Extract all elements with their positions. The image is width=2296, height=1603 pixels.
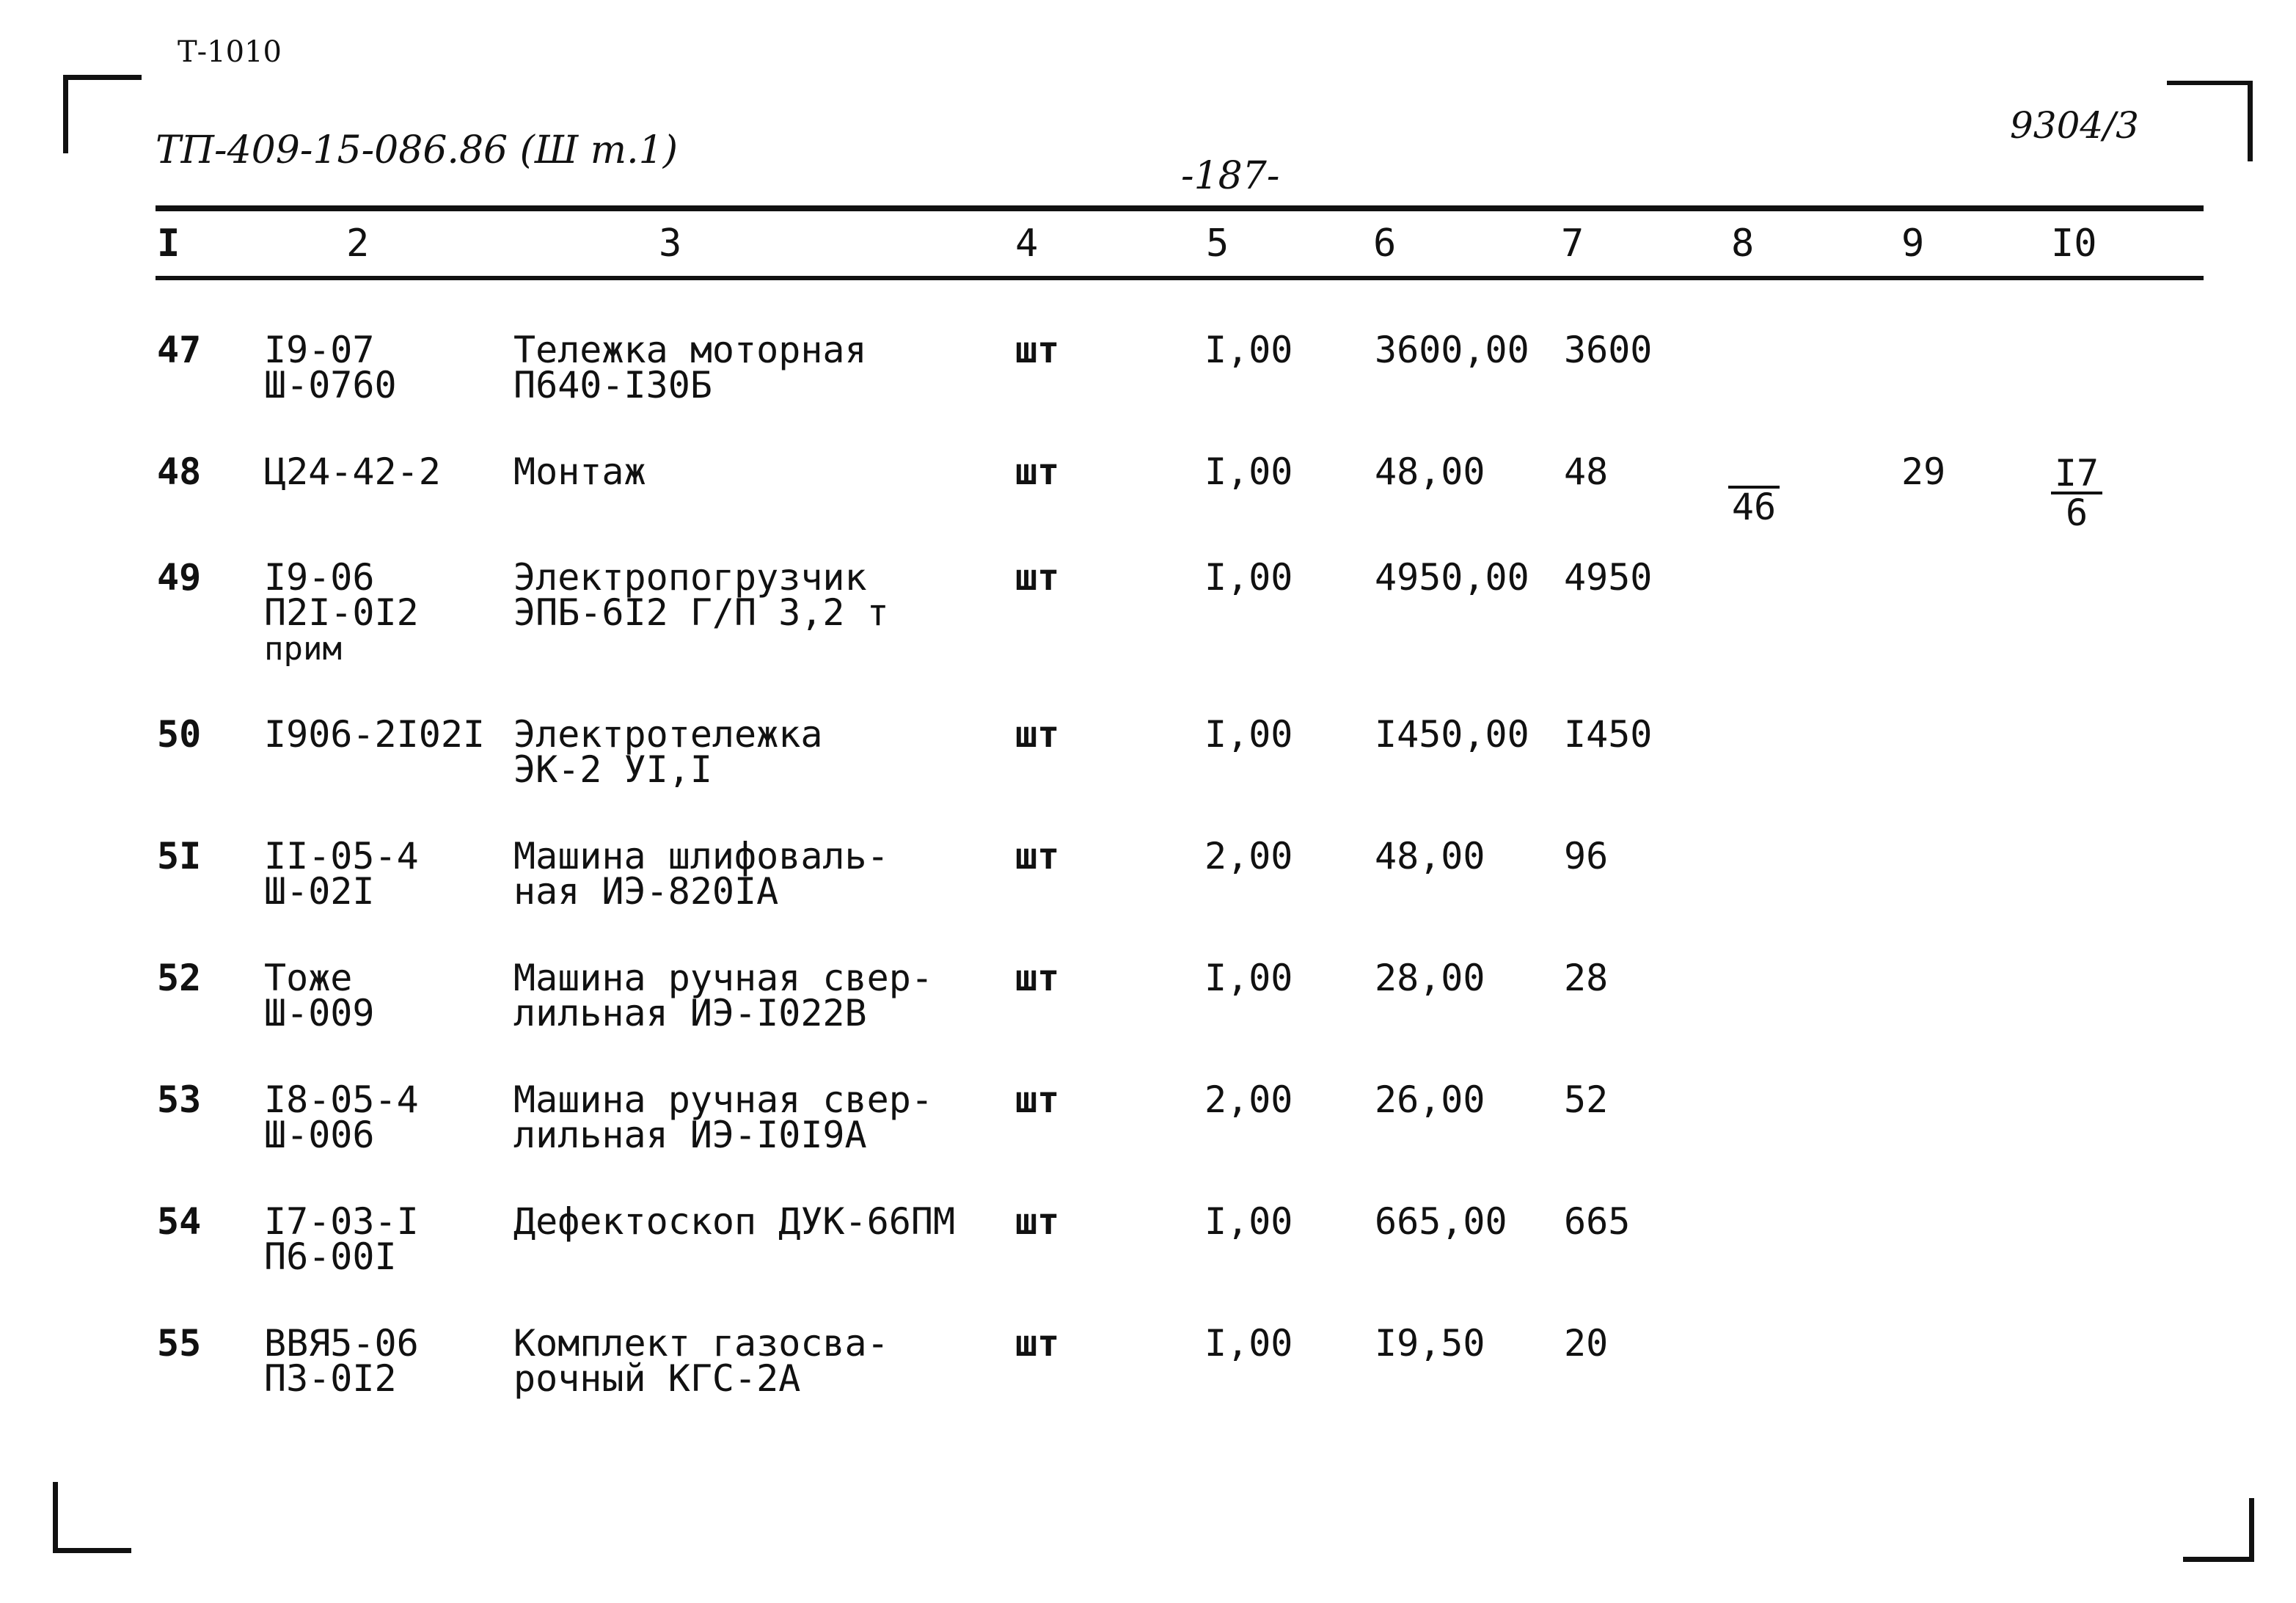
item-name-line: Монтаж [513,450,646,493]
item-name-line: лильная ИЭ-I0I9A [513,1114,867,1156]
total-cost: 665 [1564,1200,1631,1243]
corner-mark-top-left [63,75,142,153]
code-line: Ш-006 [264,1114,375,1156]
code-line: П2I-0I2 [264,591,419,634]
unit: шт [1015,1078,1060,1121]
item-name-line: П640-I30Б [513,364,712,406]
table-header-rule [156,276,2204,280]
code-line: прим [264,630,342,668]
unit: шт [1015,835,1060,877]
col10-numerator: I7 [2051,455,2102,494]
code-line: ВВЯ5-06 [264,1322,419,1365]
quantity: 2,00 [1204,1078,1293,1121]
col8-numerator [1728,455,1780,489]
code-line: Ш-02I [264,870,375,913]
unit-price: 28,00 [1375,957,1485,999]
col-header-1: I [157,222,180,266]
col8-fraction [1728,455,1780,528]
code-line: П3-0I2 [264,1357,397,1400]
code-line: I9-07 [264,329,375,371]
top-code: Т-1010 [178,35,282,69]
unit: шт [1015,1322,1060,1365]
total-cost: 4950 [1564,556,1653,599]
col10-fraction [2051,452,2102,534]
col-header-4: 4 [1015,222,1039,266]
unit: шт [1015,1200,1060,1243]
corner-mark-bottom-right [2183,1498,2254,1562]
col-header-5: 5 [1206,222,1229,266]
total-cost: 20 [1564,1322,1609,1365]
quantity: I,00 [1204,556,1293,599]
item-name-line: Электротележка [513,713,823,756]
unit-price: 48,00 [1375,835,1485,877]
item-name-line: Машина шлифоваль- [513,835,889,877]
unit-price: 48,00 [1375,450,1485,493]
code-line: Ш-009 [264,992,375,1034]
code-line: Ц24-42-2 [264,450,441,493]
item-name-line: Тележка моторная [513,329,867,371]
quantity: I,00 [1204,329,1293,371]
unit: шт [1015,450,1060,493]
col-header-2: 2 [346,222,370,266]
item-name-line: Электропогрузчик [513,556,867,599]
code-line: Тоже [264,957,353,999]
code-line: I7-03-I [264,1200,419,1243]
page-number: -187- [1181,154,1280,198]
item-name-line: рочный КГС-2А [513,1357,801,1400]
col-header-7: 7 [1561,222,1584,266]
row-number: 55 [157,1322,202,1365]
item-name-line: ЭПБ-6I2 Г/П 3,2 т [513,591,889,634]
unit: шт [1015,713,1060,756]
quantity: I,00 [1204,713,1293,756]
col8-denominator: 46 [1731,486,1777,528]
quantity: 2,00 [1204,835,1293,877]
table-top-rule [156,205,2204,211]
col-header-8: 8 [1731,222,1755,266]
total-cost: 28 [1564,957,1609,999]
archive-stamp: 9304/3 [2010,104,2139,147]
item-name-line: ная ИЭ-820IA [513,870,779,913]
row-number: 47 [157,329,202,371]
document-code: ТП-409-15-086.86 (Ш т.1) [156,128,679,172]
unit-price: 4950,00 [1375,556,1529,599]
unit-price: I450,00 [1375,713,1529,756]
total-cost: 52 [1564,1078,1609,1121]
unit: шт [1015,329,1060,371]
total-cost: 96 [1564,835,1609,877]
quantity: I,00 [1204,1200,1293,1243]
col-header-10: I0 [2051,222,2097,266]
item-name-line: лильная ИЭ-I022В [513,992,867,1034]
code-line: П6-00I [264,1235,397,1278]
item-name-line: Машина ручная свер- [513,1078,933,1121]
code-line: I8-05-4 [264,1078,419,1121]
row-number: 5I [157,835,202,877]
row-number: 52 [157,957,202,999]
unit-price: 665,00 [1375,1200,1507,1243]
corner-mark-top-right [2167,81,2253,161]
unit-price: I9,50 [1375,1322,1485,1365]
code-line: II-05-4 [264,835,419,877]
unit: шт [1015,957,1060,999]
row-number: 53 [157,1078,202,1121]
item-name-line: Дефектоскоп ДУК-66ПМ [513,1200,956,1243]
col-header-9: 9 [1901,222,1925,266]
item-name-line: Машина ручная свер- [513,957,933,999]
col-header-6: 6 [1373,222,1397,266]
code-line: I9-06 [264,556,375,599]
row-number: 48 [157,450,202,493]
code-line: I906-2I02I [264,713,486,756]
unit-price: 3600,00 [1375,329,1529,371]
col10-denominator: 6 [2065,492,2088,534]
corner-mark-bottom-left [53,1482,131,1553]
row-number: 54 [157,1200,202,1243]
col-header-3: 3 [659,222,682,266]
row-number: 50 [157,713,202,756]
quantity: I,00 [1204,450,1293,493]
item-name-line: Комплект газосва- [513,1322,889,1365]
item-name-line: ЭК-2 УI,I [513,748,712,791]
total-cost: I450 [1564,713,1653,756]
row-number: 49 [157,556,202,599]
unit: шт [1015,556,1060,599]
col9-value: 29 [1901,450,1946,493]
quantity: I,00 [1204,1322,1293,1365]
total-cost: 48 [1564,450,1609,493]
code-line: Ш-0760 [264,364,397,406]
total-cost: 3600 [1564,329,1653,371]
quantity: I,00 [1204,957,1293,999]
unit-price: 26,00 [1375,1078,1485,1121]
